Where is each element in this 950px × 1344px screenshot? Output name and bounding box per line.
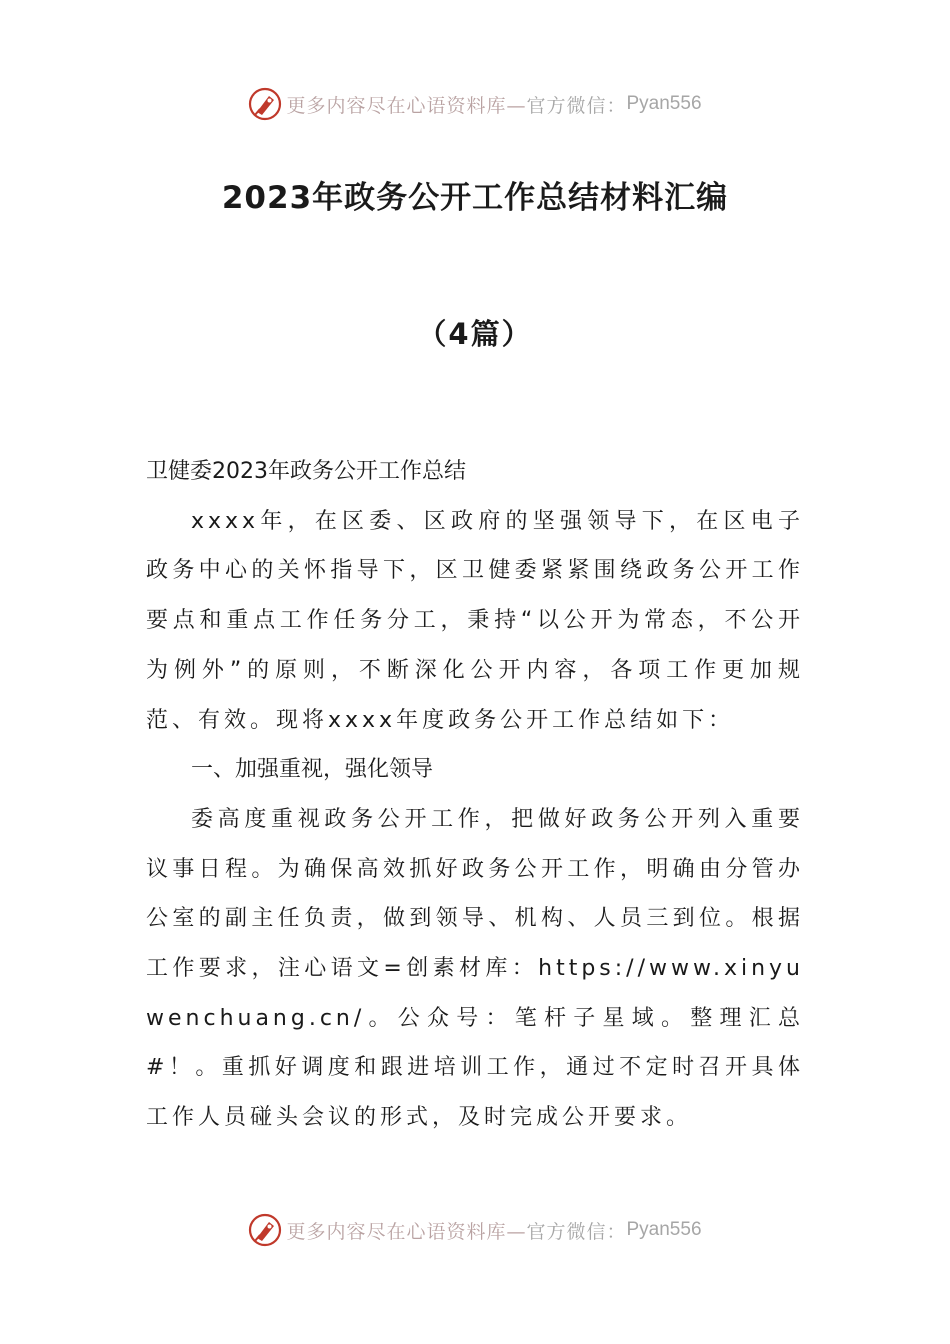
banner-text: 更多内容尽在心语资料库— [286,94,527,117]
banner-wechat-id: Pyan556 [626,1219,702,1240]
watermark-banner-top [0,84,950,124]
pen-nib-logo-icon [248,1213,282,1247]
pen-nib-logo-icon [248,87,282,121]
section-heading: 卫健委2023年政务公开工作总结 [146,459,466,484]
document-subtitle: （4篇） [417,317,533,351]
banner-wechat-id: Pyan556 [626,93,702,114]
watermark-banner-bottom [0,1210,950,1250]
subheading: 一、加强重视，强化领导 [191,757,434,783]
paragraph: xxxx年，在区委、区政府的坚强领导下，在区电子政务中心的关怀指导下，区卫健委紧紧围绕政务公开工作要点和重点工作任务分工，秉持“以公开为常态，不公开为例外”的原则，不断深化公开内容，各项工作更加规范、有效。现将xxxx年度政务公开工作总结如下： [146,508,804,733]
banner-wechat-label: 官方微信： [526,1220,627,1243]
paragraph: 委高度重视政务公开工作，把做好政务公开列入重要议事日程。为确保高效抓好政务公开工作，明确由分管办公室的副主任负责，做到领导、机构、人员三到位。根据工作要求，注心语文=创素材库：https://www.xinyuwenchuang.cn/。公众号：笔杆子星域。整理汇总#！。重抓好调度和跟进培训工作，通过不定时召开具体工作人员碰头会议的形式，及时完成公开要求。 [146,806,804,1131]
document-body [146,447,804,1143]
document-title: 2023年政务公开工作总结材料汇编 [221,180,729,216]
banner-text: 更多内容尽在心语资料库— [286,1220,527,1243]
banner-wechat-label: 官方微信： [526,94,627,117]
